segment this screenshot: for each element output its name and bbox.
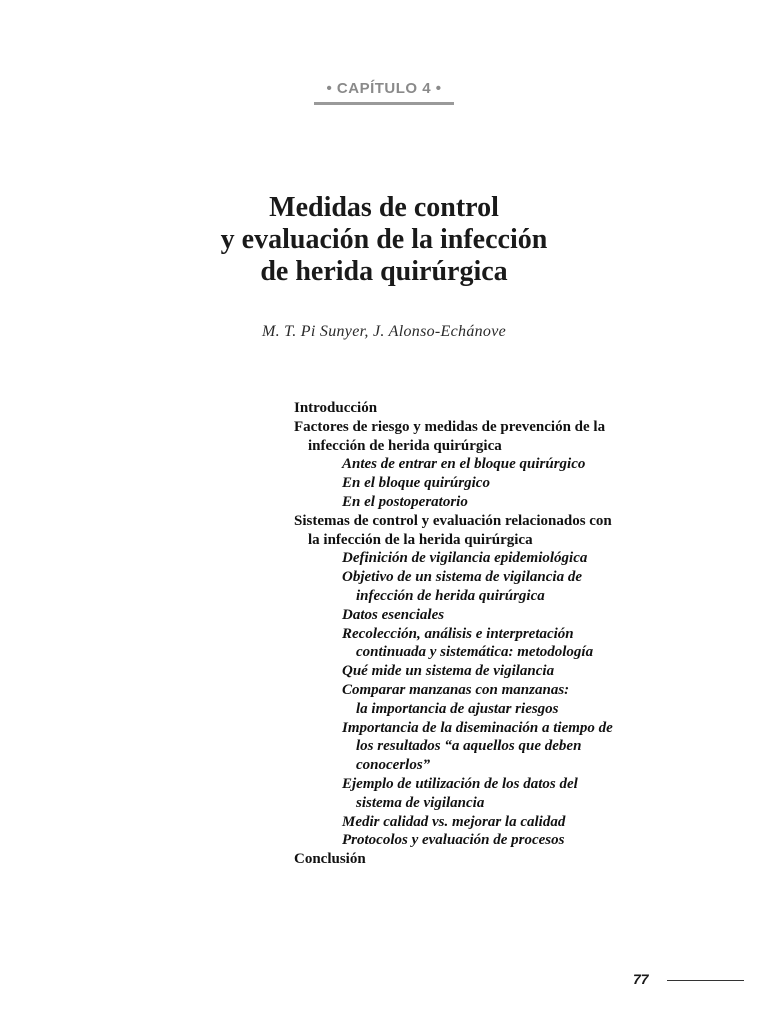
footer-rule	[667, 980, 744, 981]
toc-item: Conclusión	[294, 851, 366, 868]
toc-item: la infección de la herida quirúrgica	[308, 531, 533, 548]
toc-subitem: En el bloque quirúrgico	[342, 475, 490, 492]
toc-subitem: Medir calidad vs. mejorar la calidad	[342, 813, 566, 830]
toc-subitem: conocerlos”	[356, 757, 431, 774]
toc-subitem: Comparar manzanas con manzanas:	[342, 681, 570, 698]
title-line-1: Medidas de control	[269, 192, 499, 223]
toc-subitem: Datos esenciales	[342, 606, 445, 623]
toc-subitem: Protocolos y evaluación de procesos	[342, 832, 565, 849]
toc-item: infección de herida quirúrgica	[308, 437, 502, 454]
chapter-underline	[314, 102, 454, 105]
toc-subitem: Definición de vigilancia epidemiológica	[342, 550, 588, 567]
toc-subitem: Ejemplo de utilización de los datos del	[342, 775, 578, 792]
toc-item: Sistemas de control y evaluación relacionados con	[294, 512, 612, 529]
toc-subitem: Recolección, análisis e interpretación	[342, 625, 574, 642]
chapter-label: • CAPÍTULO 4 •	[326, 80, 442, 97]
chapter-title	[0, 192, 768, 288]
toc-subitem: Antes de entrar en el bloque quirúrgico	[342, 456, 586, 473]
chapter-heading	[0, 80, 768, 99]
title-line-3: de herida quirúrgica	[260, 256, 508, 287]
table-of-contents	[294, 399, 674, 869]
toc-item: Introducción	[294, 400, 378, 416]
page-number: 77	[633, 971, 649, 987]
toc-subitem: continuada y sistemática: metodología	[356, 644, 594, 661]
authors: M. T. Pi Sunyer, J. Alonso-Echánove	[261, 323, 507, 340]
toc-subitem: En el postoperatorio	[342, 493, 468, 510]
toc-subitem: Qué mide un sistema de vigilancia	[342, 663, 555, 680]
toc-subitem: Objetivo de un sistema de vigilancia de	[342, 569, 582, 586]
toc-subitem: los resultados “a aquellos que deben	[356, 738, 582, 755]
toc-subitem: infección de herida quirúrgica	[356, 587, 545, 604]
toc-subitem: la importancia de ajustar riesgos	[356, 700, 559, 717]
toc-item: Factores de riesgo y medidas de prevención de la	[294, 418, 606, 435]
toc-subitem: sistema de vigilancia	[356, 794, 485, 811]
title-line-2: y evaluación de la infección	[220, 224, 548, 255]
toc-subitem: Importancia de la diseminación a tiempo de	[342, 719, 613, 736]
